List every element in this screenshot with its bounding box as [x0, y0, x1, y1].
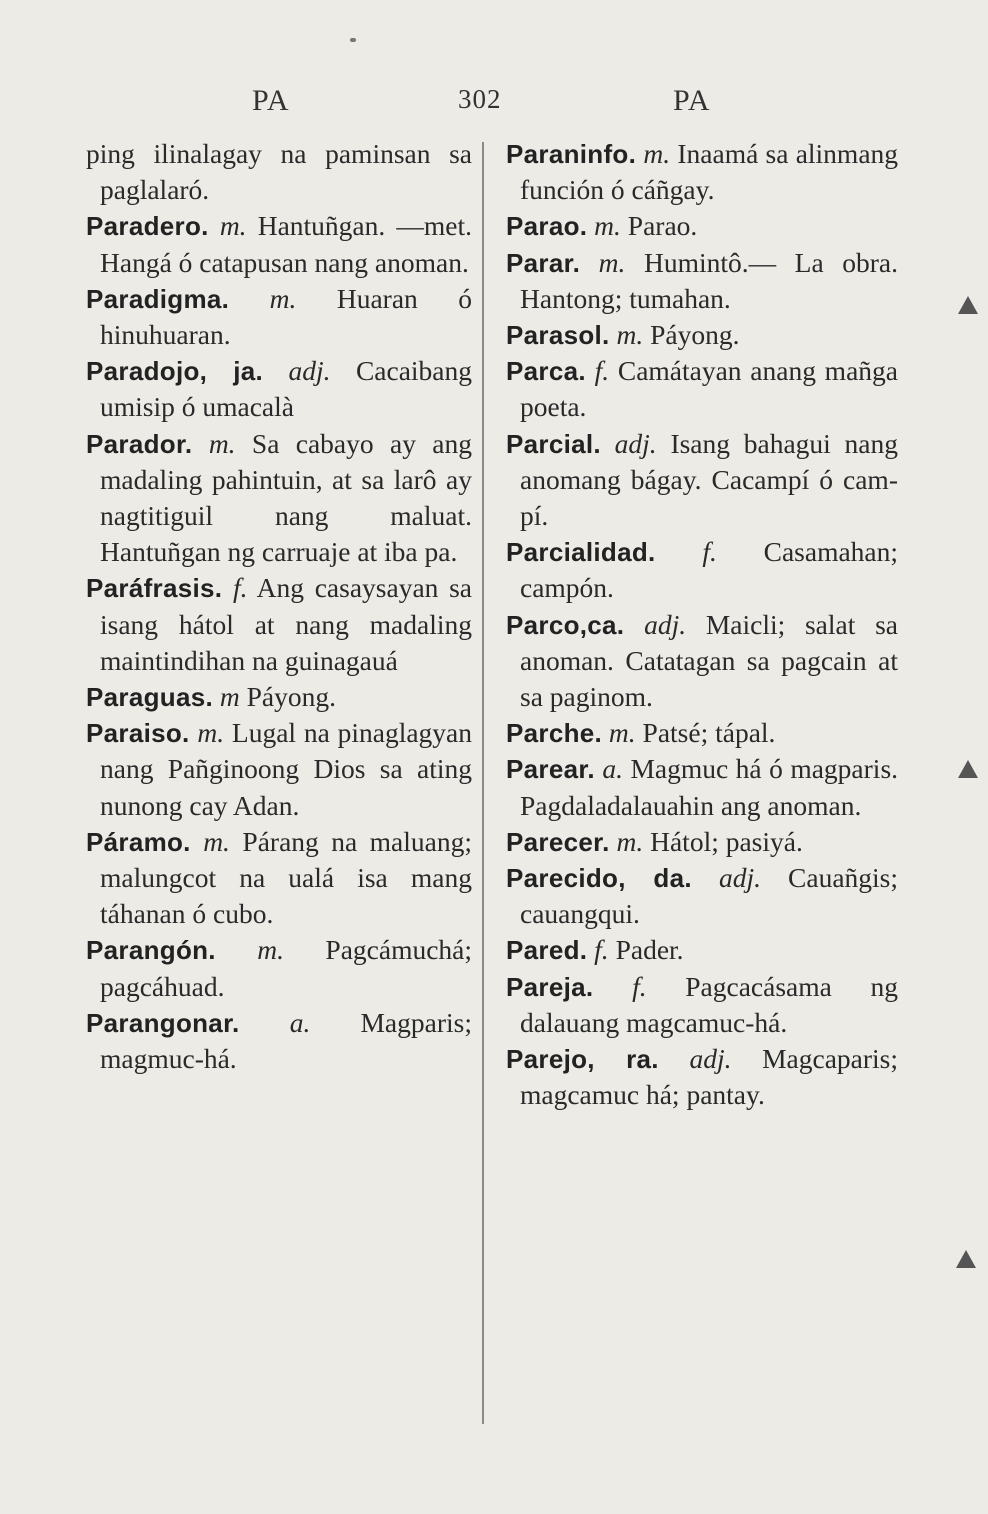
entry-headword: Parar. [506, 247, 581, 278]
dictionary-entry [506, 136, 898, 208]
header-left-guide: PA [252, 84, 290, 117]
entry-definition: ping ilinalagay na paminsan sa paglalaró. [86, 138, 472, 206]
dictionary-entry [506, 932, 898, 968]
dictionary-entry [86, 1005, 472, 1077]
entry-definition: Inaamá sa alinmang función ó cáñgay. [520, 138, 899, 206]
entry-definition: Pader. [615, 934, 684, 966]
entry-grammar-label: adj. [644, 608, 687, 640]
entry-headword: Paraguas. [86, 682, 213, 713]
dictionary-entry [86, 208, 472, 280]
dictionary-entry [86, 136, 472, 208]
entry-grammar-label: f. [632, 970, 647, 1002]
entry-definition: Isang bahagui nang anomang bágay. Cacampí ó campí. [520, 427, 899, 532]
entry-headword: Parecido, da. [506, 863, 692, 894]
entry-grammar-label: m. [608, 717, 636, 749]
entry-headword: Parejo, ra. [506, 1044, 659, 1075]
entry-headword: Parangón. [86, 935, 216, 966]
entry-grammar-label: a. [602, 753, 623, 785]
entry-headword: Parecer. [506, 826, 610, 857]
entry-headword: Paradigma. [86, 283, 230, 314]
dictionary-entry [506, 245, 898, 317]
entry-definition: Humintô.— La obra. Hantong; tumahan. [520, 246, 898, 314]
entry-definition: Magcaparis; magcamuc há; pantay. [520, 1043, 899, 1111]
margin-mark-icon [956, 1250, 976, 1268]
entry-definition: Camátayan anang mañga poeta. [520, 355, 898, 423]
dictionary-entry [86, 353, 472, 425]
dictionary-entry [506, 715, 898, 751]
entry-definition: Páyong. [246, 681, 336, 713]
dictionary-entry [506, 534, 898, 606]
dictionary-entry [506, 969, 898, 1041]
entry-headword: Pared. [506, 935, 588, 966]
entry-headword: Parca. [506, 356, 586, 387]
entry-grammar-label: m. [208, 427, 236, 459]
entry-definition: Cauañgis; cauangqui. [520, 862, 899, 930]
entry-grammar-label: f. [702, 536, 717, 568]
entry-definition: Lugal na pinaglagyan nang Pañginoong Dios sa ating nunong cay Adan. [100, 717, 473, 821]
entry-definition: Pagcacásama ng dalauang magcamuc-há. [520, 970, 898, 1038]
entry-definition: Patsé; tápal. [642, 717, 776, 749]
dictionary-entry [506, 1041, 898, 1113]
entry-grammar-label: m. [257, 934, 284, 966]
header-right-guide: PA [673, 84, 711, 117]
entry-grammar-label: a. [289, 1006, 311, 1038]
entry-definition: Cacaibang umisip ó umacalà [100, 355, 473, 423]
paper-speck [350, 38, 356, 42]
dictionary-entry [506, 353, 898, 425]
entry-grammar-label: m. [197, 717, 225, 749]
entry-grammar-label: f. [594, 355, 610, 387]
entry-headword: Pareja. [506, 971, 594, 1002]
entry-definition: Magmuc há ó magparis. Pagdaladalauahin ang anoman. [520, 753, 899, 821]
entry-grammar-label: f. [594, 934, 609, 966]
entry-definition: Parao. [627, 210, 698, 242]
entry-grammar-label: m. [616, 825, 644, 857]
entry-headword: Paraninfo. [506, 139, 637, 169]
dictionary-entry [86, 679, 472, 715]
entry-headword: Parco,ca. [506, 609, 625, 640]
entry-grammar-label: adj. [288, 355, 331, 387]
dictionary-entry [86, 426, 472, 571]
dictionary-entry [86, 824, 472, 933]
entry-grammar-label: m. [219, 210, 247, 242]
entry-headword: Paraiso. [86, 718, 190, 749]
entry-headword: Paradero. [86, 211, 209, 242]
entry-grammar-label: m. [203, 825, 230, 857]
entry-definition: Huaran ó hinuhuaran. [100, 282, 473, 351]
entry-headword: Parcialidad. [506, 537, 656, 568]
entry-grammar-label: adj. [718, 862, 761, 894]
page-number: 302 [458, 84, 502, 114]
dictionary-entry [506, 607, 898, 716]
entry-definition: Magparis; magmuc-há. [100, 1006, 472, 1075]
entry-headword: Paráfrasis. [86, 573, 223, 604]
entry-headword: Paradojo, ja. [86, 356, 264, 387]
column-divider [482, 142, 484, 1424]
entry-grammar-label: adj. [689, 1043, 732, 1075]
entry-headword: Parador. [86, 428, 193, 459]
dictionary-entry [506, 317, 898, 353]
entry-definition: Párang na maluang; malungcot na ualá isa mang táhanan ó cubo. [100, 825, 472, 930]
right-column [506, 136, 898, 1113]
dictionary-entry [506, 860, 898, 932]
dictionary-entry [86, 570, 472, 679]
entry-definition: Hantuñgan. —met. Hangá ó catapusan nang anoman. [100, 210, 473, 278]
left-column [86, 136, 472, 1077]
margin-mark-icon [958, 296, 978, 314]
dictionary-entry [506, 751, 898, 823]
entry-definition: Hátol; pasiyá. [650, 825, 803, 857]
entry-definition: Pagcámuchá; pagcáhuad. [100, 934, 473, 1002]
margin-mark-icon [958, 760, 978, 778]
entry-definition: Páyong. [650, 319, 740, 351]
entry-definition: Sa cabayo ay ang madaling pahintuin, at sa larô ay nagtitiguil nang maluat. Hantuñgan ng carruaje at iba pa. [100, 427, 473, 568]
entry-grammar-label: m [219, 681, 240, 713]
entry-headword: Parao. [506, 211, 588, 242]
entry-grammar-label: f. [232, 572, 248, 604]
entry-headword: Parche. [506, 718, 603, 749]
dictionary-entry [86, 281, 472, 353]
entry-headword: Parcial. [506, 428, 601, 459]
entry-headword: Parasol. [506, 320, 610, 351]
entry-grammar-label: adj. [614, 427, 657, 459]
entry-grammar-label: m. [269, 282, 297, 314]
dictionary-entry [506, 426, 898, 535]
entry-definition: Casamahan; campón. [520, 536, 899, 604]
dictionary-entry [86, 715, 472, 824]
entry-grammar-label: m. [598, 246, 626, 278]
entry-definition: Maicli; salat sa anoman. Catatagan sa pagcain at sa paginom. [520, 608, 899, 713]
dictionary-entry [506, 208, 898, 244]
entry-headword: Páramo. [86, 826, 191, 857]
running-header [0, 84, 988, 124]
entry-headword: Parear. [506, 754, 595, 785]
dictionary-entry [506, 824, 898, 860]
entry-grammar-label: m. [616, 319, 644, 351]
entry-headword: Parangonar. [86, 1007, 240, 1038]
entry-grammar-label: m. [594, 210, 621, 242]
entry-grammar-label: m. [643, 138, 671, 169]
dictionary-entry [86, 932, 472, 1004]
entry-definition: Ang casaysayan sa isang hátol at nang madaling maintindihan na guinagauá [100, 572, 472, 676]
